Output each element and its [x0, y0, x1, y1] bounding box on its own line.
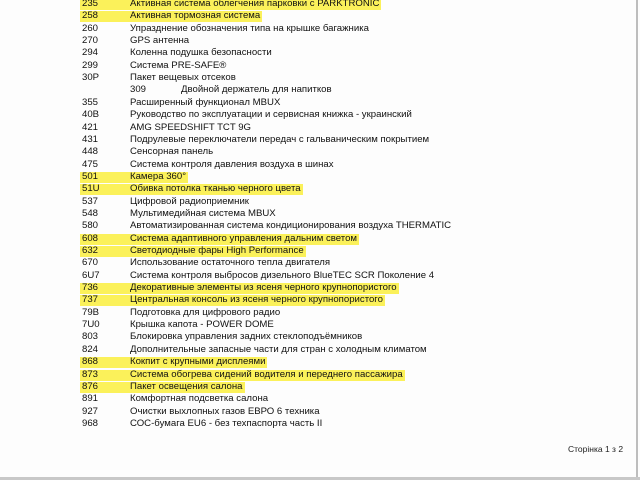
option-code: 421 [82, 121, 99, 133]
list-item [0, 109, 600, 121]
list-item [0, 171, 600, 183]
option-code: 737 [82, 294, 99, 306]
list-item [0, 245, 600, 257]
list-item [0, 418, 600, 430]
option-description: Декоративные элементы из ясеня черного крупнопористого [130, 282, 397, 294]
option-description: Пакет освещения салона [130, 380, 243, 392]
page-edge-right [636, 0, 638, 480]
option-description: Обивка потолка тканью черного цвета [130, 183, 301, 195]
option-description: Дополнительные запасные части для стран с холодным климатом [130, 343, 427, 355]
list-item [0, 183, 600, 195]
option-code: 608 [82, 232, 99, 244]
option-description: GPS антенна [130, 35, 190, 47]
option-code: 475 [82, 158, 99, 170]
list-item [0, 122, 600, 134]
list-item [0, 307, 600, 319]
list-item [0, 270, 600, 282]
list-item [0, 0, 600, 10]
option-code: 299 [82, 59, 99, 71]
option-code: 30P [82, 72, 100, 84]
list-item [0, 60, 600, 72]
list-item [0, 282, 600, 294]
option-code: 260 [82, 22, 99, 34]
list-item [0, 369, 600, 381]
option-code: 824 [82, 343, 99, 355]
list-item [0, 84, 600, 96]
list-item [0, 97, 600, 109]
option-description: Использование остаточного тепла двигателя [130, 257, 331, 269]
list-item [0, 331, 600, 343]
option-code: 235 [82, 0, 99, 9]
list-item [0, 146, 600, 158]
option-code: 294 [82, 47, 99, 59]
option-description: Активная тормозная система [130, 10, 261, 22]
option-description: Подготовка для цифрового радио [130, 306, 281, 318]
option-description: Коленна подушка безопасности [130, 47, 272, 59]
list-item [0, 196, 600, 208]
option-code: 270 [82, 35, 99, 47]
option-description: Руководство по эксплуатации и сервисная книжка - украинский [130, 109, 412, 121]
option-description: Сенсорная панель [130, 146, 214, 158]
option-description: Упразднение обозначения типа на крышке багажника [130, 22, 369, 34]
option-code: 891 [82, 393, 99, 405]
list-item [0, 406, 600, 418]
list-item [0, 208, 600, 220]
option-code: 736 [82, 282, 99, 294]
option-code: 355 [82, 96, 99, 108]
option-code: 968 [82, 417, 99, 429]
list-item [0, 393, 600, 405]
option-description: Мультимедийная система MBUX [130, 207, 276, 219]
list-item [0, 344, 600, 356]
option-code: 548 [82, 207, 99, 219]
option-description: Система адаптивного управления дальним светом [130, 232, 357, 244]
option-description: Центральная консоль из ясеня черного крупнопористого [130, 294, 383, 306]
list-item [0, 47, 600, 59]
list-item [0, 72, 600, 84]
option-code: 537 [82, 195, 99, 207]
option-code: 580 [82, 220, 99, 232]
list-item [0, 134, 600, 146]
list-item [0, 233, 600, 245]
option-code: 927 [82, 405, 99, 417]
option-code: 51U [82, 183, 100, 195]
option-description: Расширенный функционал MBUX [130, 96, 281, 108]
list-item [0, 159, 600, 171]
option-description: Система контроля давления воздуха в шинах [130, 158, 334, 170]
option-description: Активная система облегчения парковки с PARKTRONIC [130, 0, 380, 9]
option-description: Система обогрева сидений водителя и переднего пассажира [130, 368, 403, 380]
option-code: 501 [82, 170, 99, 182]
option-description: Двойной держатель для напитков [181, 84, 332, 96]
option-description: Светодиодные фары High Performance [130, 245, 304, 256]
option-description: Система контроля выбросов дизельного BlueTEC SCR Поколение 4 [130, 269, 435, 281]
list-item [0, 356, 600, 368]
option-description: Пакет вещевых отсеков [130, 72, 236, 84]
list-item [0, 10, 600, 22]
option-description: Кокпит с крупными дисплеями [130, 356, 266, 368]
option-description: Цифровой радиоприемник [130, 195, 250, 207]
option-description: Камера 360° [130, 170, 187, 182]
option-code: 7U0 [82, 319, 100, 331]
list-item [0, 319, 600, 331]
option-code: 258 [82, 10, 99, 22]
list-item [0, 220, 600, 232]
option-code: 803 [82, 331, 99, 343]
list-item [0, 35, 600, 47]
option-description: Подрулевые переключатели передач с гальваническим покрытием [130, 133, 430, 145]
option-code: 6U7 [82, 269, 100, 281]
list-item [0, 257, 600, 269]
option-code: 876 [82, 380, 99, 392]
option-description: Крышка капота - POWER DOME [130, 319, 274, 331]
list-item [0, 294, 600, 306]
option-code: 431 [82, 133, 99, 145]
option-code: 40B [82, 109, 100, 121]
option-code: 868 [82, 356, 99, 368]
option-code: 448 [82, 146, 99, 158]
option-description: AMG SPEEDSHIFT TCT 9G [130, 121, 252, 133]
option-code: 79B [82, 306, 100, 318]
option-code: 309 [130, 84, 147, 96]
page-number: Сторінка 1 з 2 [568, 444, 624, 454]
option-description: Система PRE-SAFE® [130, 59, 227, 71]
option-description: Очистки выхлопных газов ЕВРО 6 техника [130, 405, 320, 417]
option-code: 670 [82, 257, 99, 269]
option-description: Комфортная подсветка салона [130, 393, 269, 405]
option-description: Автоматизированная система кондиционирования воздуха THERMATIC [130, 220, 452, 232]
option-code: 632 [82, 245, 99, 256]
list-item [0, 23, 600, 35]
option-description: Блокировка управления задних стеклоподъёмников [130, 331, 363, 343]
list-item [0, 381, 600, 393]
option-code: 873 [82, 368, 99, 380]
option-description: СОС-бумага EU6 - без техпаспорта часть II [130, 417, 323, 429]
